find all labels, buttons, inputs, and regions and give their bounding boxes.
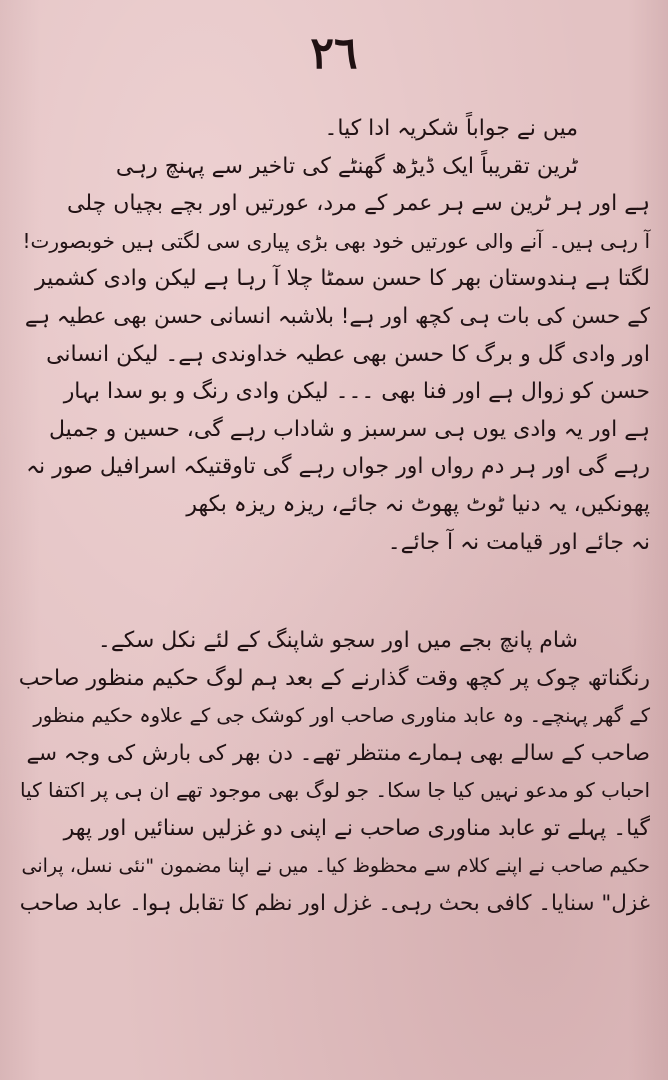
page-number: ٢٦ <box>310 28 358 79</box>
text-line: نہ جائے اور قیامت نہ آ جائے۔ <box>387 529 650 555</box>
text-line: رنگناتھ چوک پر کچھ وقت گذارنے کے بعد ہم لوگ حکیم منظور صاحب <box>18 665 650 691</box>
text-line: ہے اور یہ وادی یوں ہی سرسبز و شاداب رہے گی، حسین و جمیل <box>48 416 650 442</box>
text-line: آ رہی ہیں۔ آنے والی عورتیں خود بھی بڑی پیاری سی لگتی ہیں خوبصورت! <box>22 228 650 253</box>
text-line: اور وادی گل و برگ کا حسن بھی عطیہ خداوندی ہے۔ لیکن انسانی <box>46 341 650 367</box>
text-line: ٹرین تقریباً ایک ڈیڑھ گھنٹے کی تاخیر سے پہنچ رہی <box>115 153 578 179</box>
text-line: میں نے جواباً شکریہ ادا کیا۔ <box>324 116 578 141</box>
text-line: کے گھر پہنچے۔ وہ عابد مناوری صاحب اور کوشک جی کے علاوہ حکیم منظور <box>33 704 650 728</box>
text-line: کے حسن کی بات ہی کچھ اور ہے! بلاشبہ انسانی حسن بھی عطیہ ہے <box>24 303 650 329</box>
text-line: حکیم صاحب نے اپنے کلام سے محظوظ کیا۔ میں نے اپنا مضمون "نئی نسل، پرانی <box>21 854 650 877</box>
text-line: احباب کو مدعو نہیں کیا جا سکا۔ جو لوگ بھی موجود تھے ان ہی پر اکتفا کیا <box>19 778 650 803</box>
paragraph-two <box>18 622 650 923</box>
text-line: صاحب کے سالے بھی ہمارے منتظر تھے۔ دن بھر کی بارش کی وجہ سے <box>26 740 650 766</box>
text-line: غزل" سنایا۔ کافی بحث رہی۔ غزل اور نظم کا تقابل ہوا۔ عابد صاحب <box>19 891 650 917</box>
text-line: پھونکیں، یہ دنیا ٹوٹ پھوٹ نہ جائے، ریزہ ریزہ بکھر <box>186 491 650 517</box>
text-line: ہے اور ہر ٹرین سے ہر عمر کے مرد، عورتیں اور بچے بچیاں چلی <box>67 191 650 217</box>
paragraph-one <box>18 110 650 561</box>
text-line: گیا۔ پہلے تو عابد مناوری صاحب نے اپنی دو غزلیں سنائیں اور پھر <box>63 815 650 841</box>
text-line: شام پانچ بجے میں اور سجو شاپنگ کے لئے نکل سکے۔ <box>97 628 578 653</box>
text-line: لگتا ہے ہندوستان بھر کا حسن سمٹا چلا آ رہا ہے لیکن وادی کشمیر <box>35 266 650 292</box>
text-line: حسن کو زوال ہے اور فنا بھی ۔۔۔ لیکن وادی رنگ و بو سدا بہار <box>63 379 650 405</box>
text-line: رہے گی اور ہر دم رواں اور جواں رہے گی تاوقتیکہ اسرافیل صور نہ <box>26 454 650 480</box>
